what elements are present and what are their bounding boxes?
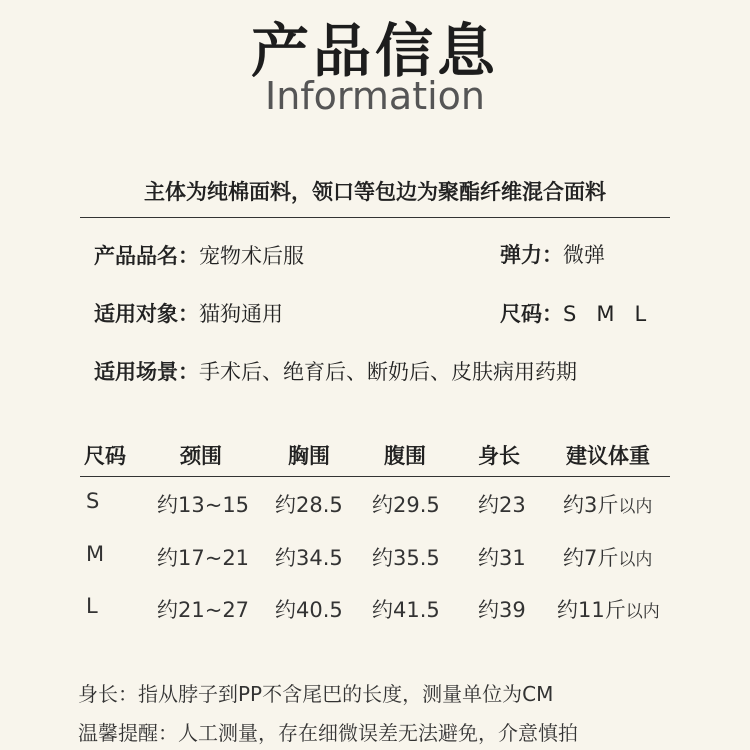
page-title: 产品信息 [250, 17, 499, 85]
info-scene-row [94, 356, 577, 386]
cell-weight [563, 489, 652, 519]
note-reminder: 温馨提醒：人工测量，存在细微误差无法避免，介意慎拍 [78, 721, 578, 745]
cell-weight-suffix: 以内 [625, 602, 660, 622]
info-target-label: 适用对象： [94, 302, 199, 326]
cell-weight-value: 约3斤 [563, 493, 619, 517]
cell-size: M [86, 542, 105, 566]
cell-weight-suffix: 以内 [618, 497, 653, 517]
cell-weight-suffix: 以内 [618, 550, 653, 570]
info-name-label: 产品品名： [94, 244, 199, 268]
cell-size: L [86, 594, 98, 618]
info-elastic-value: 微弹 [563, 243, 605, 267]
table-header-neck: 颈围 [180, 444, 222, 468]
cell-size: S [86, 489, 100, 513]
table-header-size: 尺码 [84, 444, 126, 468]
table-header-weight: 建议体重 [566, 444, 650, 468]
cell-length: 约31 [478, 546, 526, 570]
cell-weight-value: 约7斤 [563, 546, 619, 570]
cell-chest: 约28.5 [275, 493, 343, 517]
cell-weight-value: 约11斤 [557, 598, 626, 622]
info-scene-label: 适用场景： [94, 360, 199, 384]
cell-belly: 约29.5 [372, 493, 440, 517]
info-size-row [500, 298, 646, 328]
cell-length: 约39 [478, 598, 526, 622]
cell-belly: 约41.5 [372, 598, 440, 622]
cell-weight [563, 542, 652, 572]
table-header-chest: 胸围 [288, 444, 330, 468]
info-elastic-row [500, 239, 605, 269]
info-name-row [94, 240, 304, 270]
info-target-row [94, 298, 283, 328]
cell-neck: 约13~15 [157, 493, 250, 517]
cell-neck: 约21~27 [157, 598, 250, 622]
cell-weight [557, 594, 660, 624]
cell-neck: 约17~21 [157, 546, 250, 570]
table-header-belly: 腹围 [384, 444, 426, 468]
info-name-value: 宠物术后服 [199, 244, 304, 268]
info-size-value: S M L [563, 302, 647, 326]
info-size-label: 尺码： [500, 302, 563, 326]
info-target-value: 猫狗通用 [199, 302, 283, 326]
cell-belly: 约35.5 [372, 546, 440, 570]
page-subtitle: Information [265, 74, 485, 118]
cell-length: 约23 [478, 493, 526, 517]
material-description: 主体为纯棉面料，领口等包边为聚酯纤维混合面料 [144, 180, 606, 204]
info-elastic-label: 弹力： [500, 243, 563, 267]
table-divider [80, 476, 670, 477]
cell-chest: 约34.5 [275, 546, 343, 570]
note-length: 身长：指从脖子到PP不含尾巴的长度，测量单位为CM [78, 682, 554, 706]
cell-chest: 约40.5 [275, 598, 343, 622]
table-header-length: 身长 [478, 444, 520, 468]
top-divider [80, 217, 670, 218]
info-scene-value: 手术后、绝育后、断奶后、皮肤病用药期 [199, 360, 577, 384]
